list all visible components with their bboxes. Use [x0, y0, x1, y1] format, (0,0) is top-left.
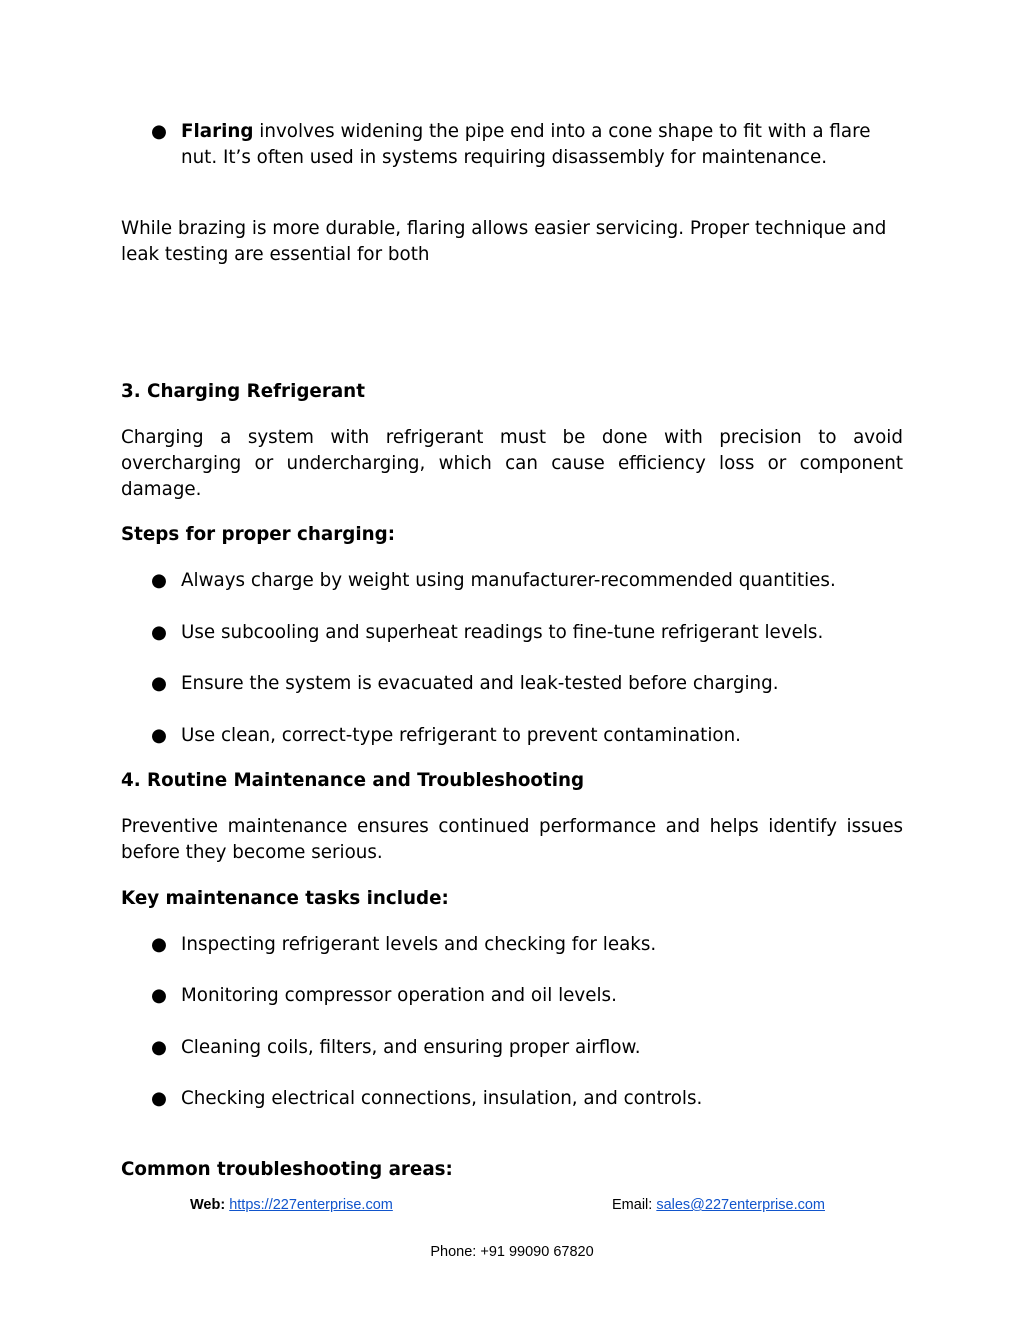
section3-paragraph — [121, 425, 903, 503]
task-text: Checking electrical connections, insulation, and controls. — [181, 1088, 703, 1109]
section3-heading: 3. Charging Refrigerant — [121, 381, 365, 402]
section4-paragraph — [121, 814, 903, 866]
bullet-glyph: ● — [151, 1037, 167, 1058]
intro-paragraph — [121, 216, 911, 268]
flaring-term: Flaring — [181, 121, 254, 142]
steps-heading: Steps for proper charging: — [121, 524, 396, 545]
section3-para-line2: overcharging or undercharging, which can cause efficiency loss or component — [121, 453, 903, 474]
bullet-glyph: ● — [151, 121, 167, 142]
email-label: Email: — [612, 1197, 653, 1213]
website-link[interactable]: https://227enterprise.com — [229, 1197, 393, 1213]
bullet-glyph: ● — [151, 673, 167, 694]
footer-email — [612, 1195, 825, 1215]
intro-line2: leak testing are essential for both — [121, 244, 430, 265]
task-text: Monitoring compressor operation and oil levels. — [181, 985, 617, 1006]
section4-heading: 4. Routine Maintenance and Troubleshooting — [121, 770, 585, 791]
section4-para-line2: before they become serious. — [121, 842, 383, 863]
bullet-glyph: ● — [151, 1088, 167, 1109]
step-text: Use subcooling and superheat readings to fine-tune refrigerant levels. — [181, 622, 824, 643]
flaring-text-line2: nut. It’s often used in systems requiring disassembly for maintenance. — [181, 147, 828, 168]
troubleshooting-heading: Common troubleshooting areas: — [121, 1159, 453, 1180]
bullet-glyph: ● — [151, 934, 167, 955]
tasks-heading: Key maintenance tasks include: — [121, 888, 449, 909]
bullet-glyph: ● — [151, 570, 167, 591]
bullet-glyph: ● — [151, 622, 167, 643]
step-text: Always charge by weight using manufacturer-recommended quantities. — [181, 570, 836, 591]
footer-web — [190, 1195, 393, 1215]
bullet-glyph: ● — [151, 725, 167, 746]
list-item-flaring — [151, 119, 903, 171]
email-link[interactable]: sales@227enterprise.com — [656, 1197, 825, 1213]
step-text: Ensure the system is evacuated and leak-tested before charging. — [181, 673, 779, 694]
bullet-glyph: ● — [151, 985, 167, 1006]
web-label: Web: — [190, 1197, 226, 1213]
task-text: Inspecting refrigerant levels and checking for leaks. — [181, 934, 657, 955]
section3-para-line1: Charging a system with refrigerant must be done with precision to avoid — [121, 427, 903, 448]
task-text: Cleaning coils, filters, and ensuring proper airflow. — [181, 1037, 641, 1058]
step-text: Use clean, correct-type refrigerant to prevent contamination. — [181, 725, 741, 746]
footer-phone: Phone: +91 99090 67820 — [430, 1244, 594, 1260]
intro-line1: While brazing is more durable, flaring allows easier servicing. Proper technique and — [121, 218, 887, 239]
section3-para-line3: damage. — [121, 479, 202, 500]
flaring-text-line1: involves widening the pipe end into a cone shape to fit with a flare — [253, 121, 871, 142]
section4-para-line1: Preventive maintenance ensures continued performance and helps identify issues — [121, 816, 903, 837]
